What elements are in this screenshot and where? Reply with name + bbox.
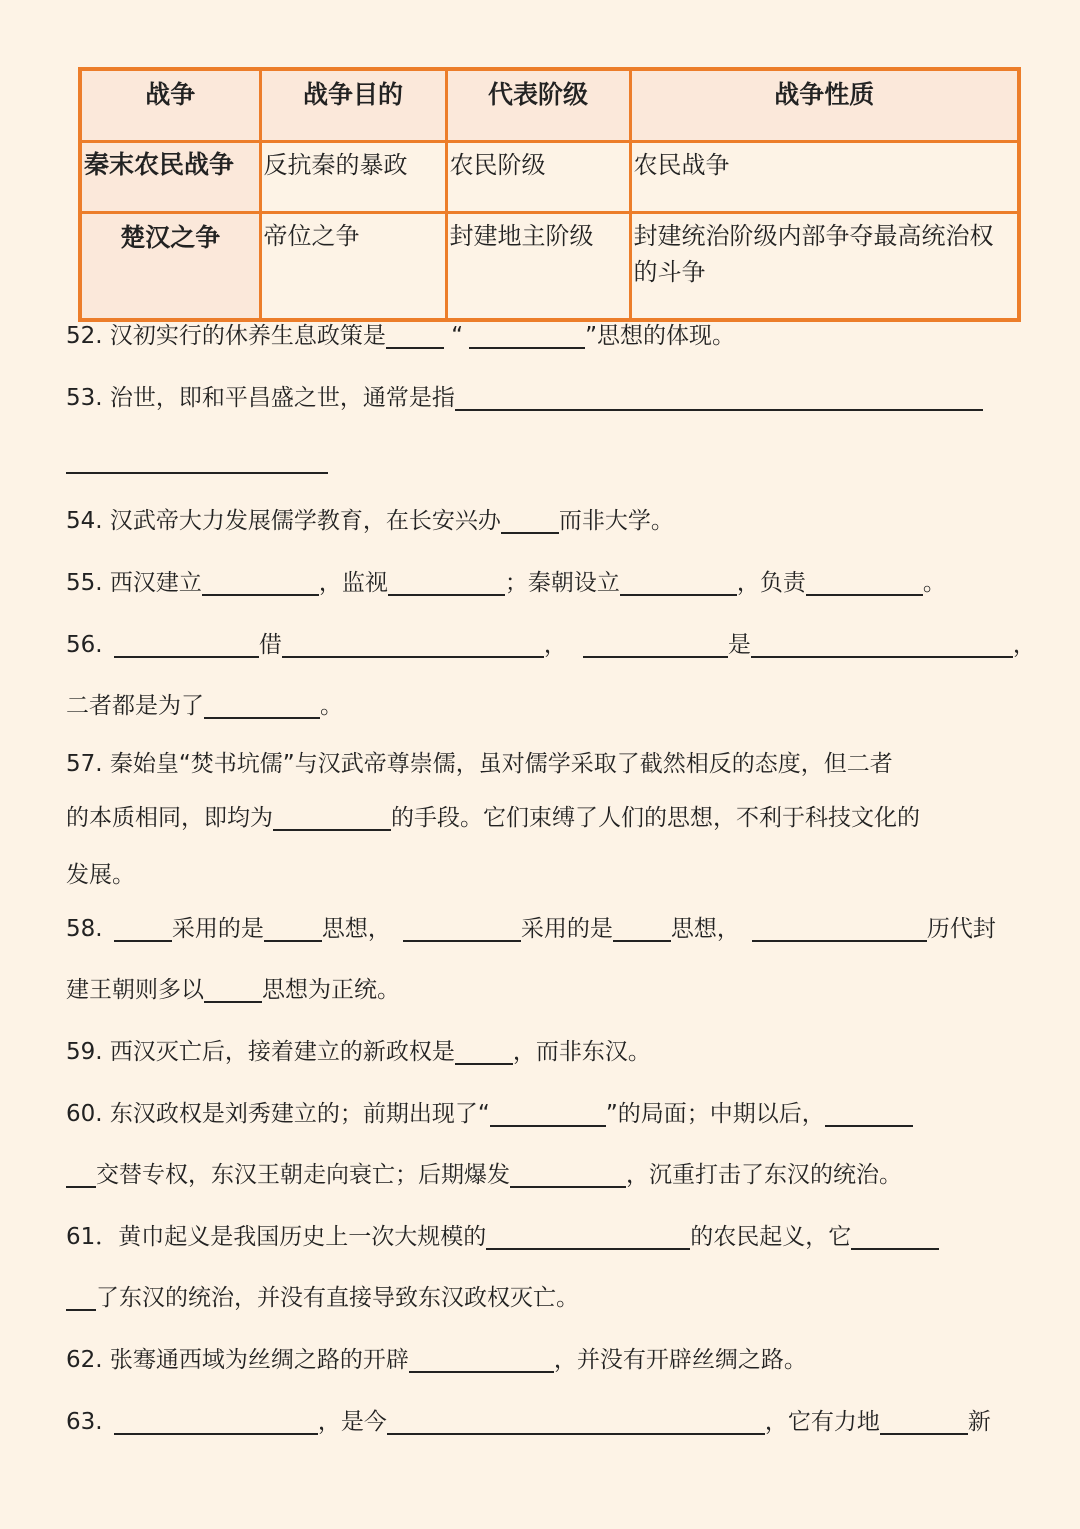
question-56-cont: 二者都是为了 。 (66, 693, 343, 719)
question-52: 52. 汉初实行的休养生息政策是 “ ”思想的体现。 (66, 323, 736, 349)
header-nature: 战争性质 (630, 69, 1019, 142)
question-54: 54. 汉武帝大力发展儒学教育，在长安兴办 而非大学。 (66, 508, 674, 534)
row-class: 封建地主阶级 (446, 213, 630, 321)
row-class: 农民阶级 (446, 142, 630, 213)
answer-blank[interactable] (469, 325, 585, 349)
answer-blank[interactable] (386, 325, 444, 349)
row-war-name: 楚汉之争 (80, 213, 260, 321)
answer-blank[interactable] (66, 472, 328, 474)
row-war-name: 秦末农民战争 (80, 142, 260, 213)
answer-blank[interactable] (486, 1226, 690, 1250)
answer-blank[interactable] (851, 1226, 939, 1250)
answer-blank[interactable] (204, 695, 320, 719)
answer-blank[interactable] (114, 634, 259, 658)
question-58: 58. 采用的是 思想， 采用的是 思想， 历代封 (66, 916, 996, 942)
answer-blank[interactable] (282, 634, 544, 658)
question-55: 55. 西汉建立 ，监视 ；秦朝设立 ，负责 。 (66, 570, 946, 596)
row-purpose: 反抗秦的暴政 (260, 142, 446, 213)
answer-blank[interactable] (114, 1411, 318, 1435)
answer-blank[interactable] (455, 1041, 513, 1065)
answer-blank[interactable] (620, 572, 737, 596)
answer-blank[interactable] (202, 572, 319, 596)
question-58-cont: 建王朝则多以 思想为正统。 (66, 977, 400, 1003)
question-56: 56. 借 ， 是 ， (66, 632, 1036, 658)
answer-blank[interactable] (583, 634, 728, 658)
question-60: 60. 东汉政权是刘秀建立的；前期出现了“ ”的局面；中期以后， (66, 1098, 913, 1130)
question-61-cont: 了东汉的统治，并没有直接导致东汉政权灭亡。 (66, 1282, 579, 1314)
answer-blank[interactable] (880, 1411, 968, 1435)
answer-blank[interactable] (273, 807, 391, 831)
answer-blank[interactable] (490, 1103, 606, 1127)
answer-blank[interactable] (409, 1349, 554, 1373)
question-62: 62. 张骞通西域为丝绸之路的开辟 ，并没有开辟丝绸之路。 (66, 1347, 807, 1373)
row-nature: 农民战争 (630, 142, 1019, 213)
question-63: 63. ，是今 ，它有力地 新 (66, 1409, 991, 1435)
answer-blank[interactable] (455, 387, 983, 411)
answer-blank[interactable] (204, 979, 262, 1003)
answer-blank[interactable] (501, 510, 559, 534)
answer-blank[interactable] (806, 572, 923, 596)
header-purpose: 战争目的 (260, 69, 446, 142)
question-57-end: 发展。 (66, 862, 135, 888)
table-row (80, 213, 1019, 321)
question-61: 61．黄巾起义是我国历史上一次大规模的 的农民起义，它 (66, 1221, 939, 1253)
war-comparison-table (78, 67, 1021, 322)
answer-blank[interactable] (752, 918, 927, 942)
answer-blank[interactable] (825, 1103, 913, 1127)
table-header-row (80, 69, 1019, 142)
header-class: 代表阶级 (446, 69, 630, 142)
answer-blank[interactable] (66, 1287, 96, 1311)
question-53: 53. 治世，即和平昌盛之世，通常是指 (66, 382, 983, 414)
answer-blank[interactable] (114, 918, 172, 942)
row-purpose: 帝位之争 (260, 213, 446, 321)
row-nature: 封建统治阶级内部争夺最高统治权的斗争 (630, 213, 1019, 321)
header-war: 战争 (80, 69, 260, 142)
table-row (80, 142, 1019, 213)
answer-blank[interactable] (613, 918, 671, 942)
answer-blank[interactable] (388, 572, 505, 596)
question-57-cont: 的本质相同，即均为 的手段。它们束缚了人们的思想，不利于科技文化的 (66, 805, 920, 831)
answer-blank[interactable] (403, 918, 521, 942)
question-59: 59. 西汉灭亡后，接着建立的新政权是 ，而非东汉。 (66, 1039, 651, 1065)
answer-blank[interactable] (751, 634, 1013, 658)
answer-blank[interactable] (264, 918, 322, 942)
question-60-cont: 交替专权，东汉王朝走向衰亡；后期爆发 ，沉重打击了东汉的统治。 (66, 1159, 902, 1191)
answer-blank[interactable] (387, 1411, 765, 1435)
answer-blank[interactable] (66, 1164, 96, 1188)
answer-blank[interactable] (510, 1164, 626, 1188)
question-57: 57. 秦始皇“焚书坑儒”与汉武帝尊崇儒，虽对儒学采取了截然相反的态度，但二者 (66, 751, 893, 777)
